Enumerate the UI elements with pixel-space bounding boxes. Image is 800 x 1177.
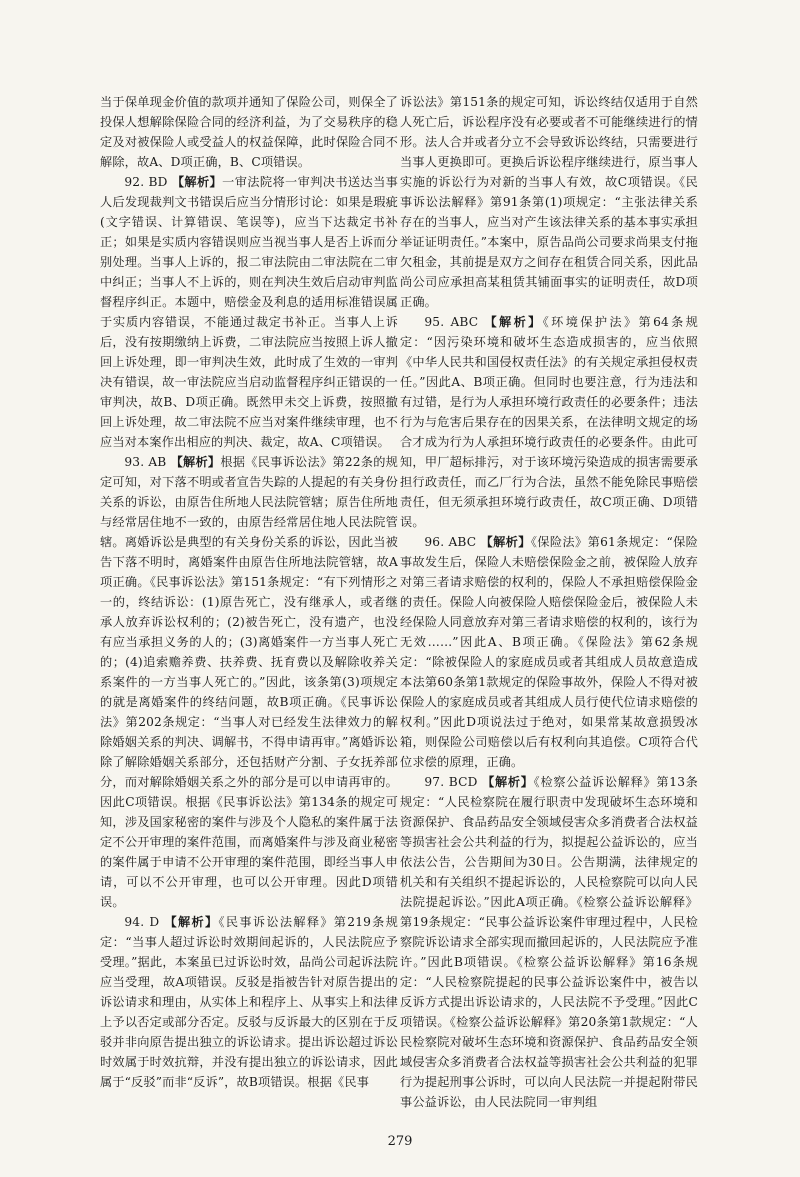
answer-text: 《保险法》第61条规定：“保险事故发生后，保险人未赔偿保险金之前，被保险人放弃对第三者请求赔偿的权利的，保险人不承担赔偿保险金的责任。保险人向被保险人赔偿保险金后，被保险人未经保险人同意放弃对第三者请求赔偿的权利的，该行为无效……”因此A、B项正确。《保险法》第62条规定：“除被保险人的家庭成员或者其组成人员故意造成本法第60条第1款规定的保险事故外，保险人不得对被保险人的家庭成员或者其组成人员行使代位请求赔偿的权利。”因此D项说法过于绝对，如果常某故意损毁冰箱，则保险公司赔偿以后有权利向其追偿。C项符合代位求偿的原理，正确。 xyxy=(400,535,698,769)
answer-number: 97. BCD xyxy=(424,775,478,789)
answer-93 xyxy=(100,452,398,912)
page-number: 279 xyxy=(387,1134,413,1149)
answer-95 xyxy=(400,312,698,532)
left-column xyxy=(100,92,398,1092)
answer-text: 《民事诉讼法解释》第219条规定：“当事人超过诉讼时效期间起诉的，人民法院应予受理。”据此，本案虽已过诉讼时效，品尚公司起诉法院应当受理，故A项错误。反驳是指被告针对原告提出的诉讼请求和理由，从实体上和程序上、从事实上和法律上予以否定或部分否定。反驳与反诉最大的区别在于反驳并非向原告提出独立的诉讼请求。提出诉讼超过诉讼时效属于时效抗辩，并没有提出独立的诉讼请求，因此属于“反驳”而非“反诉”，故B项错误。根据《民事 xyxy=(100,915,398,1089)
answer-number: 92. BD xyxy=(124,175,168,189)
answer-text: 《检察公益诉讼解释》第13条规定：“人民检察院在履行职责中发现破坏生态环境和资源保护、食品药品安全领域侵害众多消费者合法权益等损害社会公共利益的行为，拟提起公益诉讼的，应当依法公告，公告期间为30日。公告期满，法律规定的机关和有关组织不提起诉讼的，人民检察院可以向人民法院提起诉讼。”因此A项正确。《检察公益诉讼解释》第19条规定：“民事公益诉讼案件审理过程中，人民检察院诉讼请求全部实现而撤回起诉的，人民法院应予准许。”因此B项错误。《检察公益诉讼解释》第16条规定：“人民检察院提起的民事公益诉讼案件中，被告以反诉方式提出诉讼请求的，人民法院不予受理。”因此C项错误。《检察公益诉讼解释》第20条第1款规定：“人民检察院对破坏生态环境和资源保护、食品药品安全领域侵害众多消费者合法权益等损害社会公共利益的犯罪行为提起刑事公诉时，可以向人民法院一并提起附带民事公益诉讼，由人民法院同一审判组 xyxy=(400,775,698,1109)
paragraph-continued: 当于保单现金价值的款项并通知了保险公司，则保全了投保人想解除保险合同的经济利益，为了交易秩序的稳定及对被保险人或受益人的权益保障，此时保险合同不解除，故A、D项正确，B、C项错误。 xyxy=(100,95,398,169)
analysis-tag: 【解析】 xyxy=(484,315,543,329)
answer-number: 95. ABC xyxy=(424,315,479,329)
paragraph-continued: 诉讼法》第151条的规定可知，诉讼终结仅适用于自然人死亡后，诉讼程序没有必要或者不可能继续进行的情形。法人合并或者分立不会导致诉讼终结，只需要进行当事人更换即可。更换后诉讼程序继续进行，原当事人实施的诉讼行为对新的当事人有效，故C项错误。《民事诉讼法解释》第91条第(1)项规定：“主张法律关系存在的当事人，应当对产生该法律关系的基本事实承担举证证明责任。”本案中，原告品尚公司要求尚果支付拖欠租金，其前提是双方之间存在租赁合同关系，因此品尚公司应承担高某租赁其铺面事实的证明责任，故D项正确。 xyxy=(400,95,698,309)
answer-number: 94. D xyxy=(124,915,160,929)
analysis-tag: 【解析】 xyxy=(171,175,223,189)
analysis-tag: 【解析】 xyxy=(480,535,531,549)
analysis-tag: 【解析】 xyxy=(482,775,534,789)
answer-94 xyxy=(100,912,398,1092)
answer-number: 93. AB xyxy=(124,455,167,469)
answer-97 xyxy=(400,772,698,1112)
answer-92 xyxy=(100,172,398,452)
answer-number: 96. ABC xyxy=(424,535,477,549)
analysis-tag: 【解析】 xyxy=(164,915,219,929)
analysis-tag: 【解析】 xyxy=(170,455,221,469)
answer-text: 根据《民事诉讼法》第22条的规定可知，对下落不明或者宣告失踪的人提起的有关身份关系的诉讼，由原告住所地人民法院管辖；原告住所地与经常居住地不一致的，由原告经常居住地人民法院管辖。离婚诉讼是典型的有关身份关系的诉讼，因此当被告下落不明时，离婚案件由原告住所地法院管辖，故A项正确。《民事诉讼法》第151条规定：“有下列情形之一的，终结诉讼：(1)原告死亡，没有继承人，或者继承人放弃诉讼权利的；(2)被告死亡，没有遗产，也没有应当承担义务的人的；(3)离婚案件一方当事人死亡的；(4)追索赡养费、扶养费、抚育费以及解除收养关系案件的一方当事人死亡的。”因此，该条第(3)项规定的就是离婚案件的终结问题，故B项正确。《民事诉讼法》第202条规定：“当事人对已经发生法律效力的解除婚姻关系的判决、调解书，不得申请再审。”离婚诉讼除了解除婚姻关系部分，还包括财产分割、子女抚养部分，而对解除婚姻关系之外的部分是可以申请再审的。因此C项错误。根据《民事诉讼法》第134条的规定可知，涉及国家秘密的案件与涉及个人隐私的案件属于法定不公开审理的案件范围，而离婚案件与涉及商业秘密的案件属于申请不公开审理的案件范围，即经当事人申请，可以不公开审理，也可以公开审理。因此D项错误。 xyxy=(100,455,398,909)
right-column xyxy=(400,92,698,1112)
answer-text: 《环境保护法》第64条规定：“因污染环境和破坏生态造成损害的，应当依照《中华人民共和国侵权责任法》的有关规定承担侵权责任。”因此A、B项正确。但同时也要注意，行为违法和有过错，是行为人承担环境行政责任的必要条件；违法行为与危害后果存在的因果关系，在法律明文规定的场合才成为行为人承担环境行政责任的必要条件。由此可知，甲厂超标排污，对于该环境污染造成的损害需要承担行政责任，而乙厂行为合法，虽然不能免除民事赔偿责任，但无须承担环境行政责任，故C项正确、D项错误。 xyxy=(400,315,698,529)
answer-96 xyxy=(400,532,698,772)
answer-text: 一审法院将一审判决书送达当事人后发现裁判文书错误后应当分情形讨论：如果是瑕疵(文字错误、计算错误、笔误等)，应当下达裁定书补正；如果是实质内容错误则应当视当事人是否上诉而分别处理。当事人上诉的，报二审法院由二审法院在二审中纠正；当事人不上诉的，则在判决生效后启动审判监督程序纠正。本题中，赔偿金及利息的适用标准错误属于实质内容错误，不能通过裁定书补正。当事人上诉后，没有按期缴纳上诉费，二审法院应当按照上诉人撤回上诉处理，即一审判决生效，此时成了生效的一审判决有错误，故一审法院应当启动监督程序纠正错误的一审判决，故B、D项正确。既然甲未交上诉费，按照撤回上诉处理，故二审法院不应当对案件继续审理，也不应当对本案作出相应的判决、裁定，故A、C项错误。 xyxy=(100,175,399,449)
